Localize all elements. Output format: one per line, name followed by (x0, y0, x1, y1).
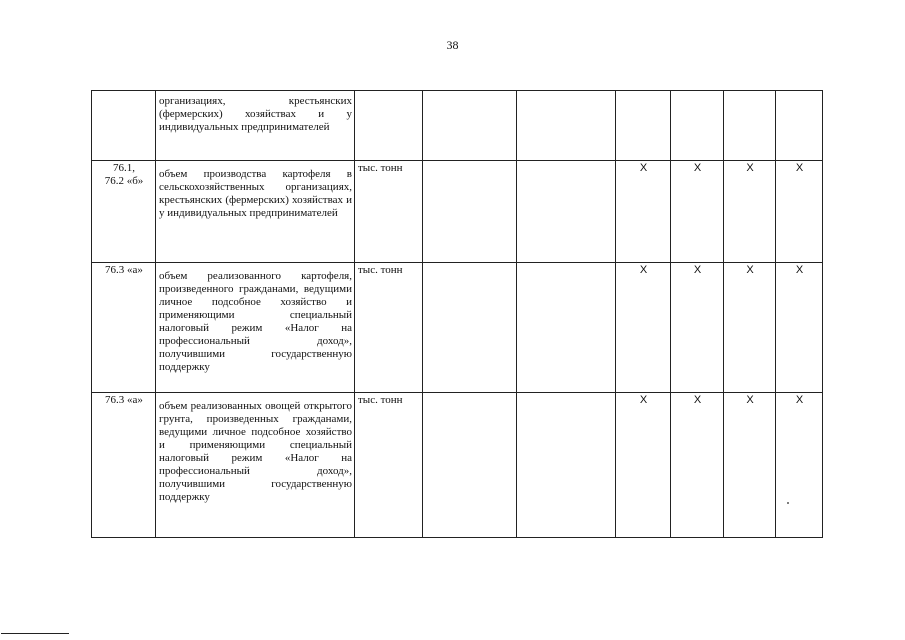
value-cell (616, 91, 671, 161)
table-row (92, 393, 823, 538)
value-cell (517, 263, 616, 393)
table-row (92, 161, 823, 263)
value-cell: Х (671, 393, 724, 538)
row-number-cell: 76.1, 76.2 «б» (92, 161, 156, 263)
value-cell: Х (616, 393, 671, 538)
row-number-cell (92, 91, 156, 161)
table-row (92, 91, 823, 161)
value-cell: Х (776, 393, 823, 538)
value-cell (423, 161, 517, 263)
footnote-separator-line (1, 633, 69, 634)
value-cell: Х (724, 393, 776, 538)
value-cell: Х (616, 263, 671, 393)
value-cell: Х (671, 161, 724, 263)
value-cell: Х (776, 161, 823, 263)
value-cell (517, 393, 616, 538)
value-cell: Х (671, 263, 724, 393)
row-number-cell: 76.3 «а» (92, 393, 156, 538)
page-number: 38 (446, 38, 459, 52)
value-cell: Х (724, 263, 776, 393)
value-cell: Х (776, 263, 823, 393)
indicator-description-cell: организациях, крестьянских (фермерских) хозяйствах и у индивидуальных предпринимателей (156, 91, 355, 161)
value-cell (423, 263, 517, 393)
row-number-cell: 76.3 «а» (92, 263, 156, 393)
value-cell (517, 91, 616, 161)
value-cell: Х (616, 161, 671, 263)
value-cell (423, 393, 517, 538)
scan-speck (787, 502, 789, 504)
indicator-description-cell: объем реализованных овощей открытого грунта, произведенных гражданами, ведущими личное подсобное хозяйство и применяющими специальный налоговый режим «Налог на профессиональный доход», получившими государственную поддержку (156, 393, 355, 538)
value-cell (671, 91, 724, 161)
indicator-description-cell: объем реализованного картофеля, произведенного гражданами, ведущими личное подсобное хозяйство и применяющими специальный налоговый режим «Налог на профессиональный доход», получившими государственную поддержку (156, 263, 355, 393)
value-cell (724, 91, 776, 161)
indicators-table (91, 90, 823, 538)
value-cell (776, 91, 823, 161)
indicator-description-cell: объем производства картофеля в сельскохозяйственных организациях, крестьянских (фермерских) хозяйствах и у индивидуальных предпринимателей (156, 161, 355, 263)
unit-cell: тыс. тонн (355, 393, 423, 538)
unit-cell: тыс. тонн (355, 161, 423, 263)
unit-cell (355, 91, 423, 161)
value-cell (423, 91, 517, 161)
table-row (92, 263, 823, 393)
value-cell (517, 161, 616, 263)
value-cell: Х (724, 161, 776, 263)
unit-cell: тыс. тонн (355, 263, 423, 393)
